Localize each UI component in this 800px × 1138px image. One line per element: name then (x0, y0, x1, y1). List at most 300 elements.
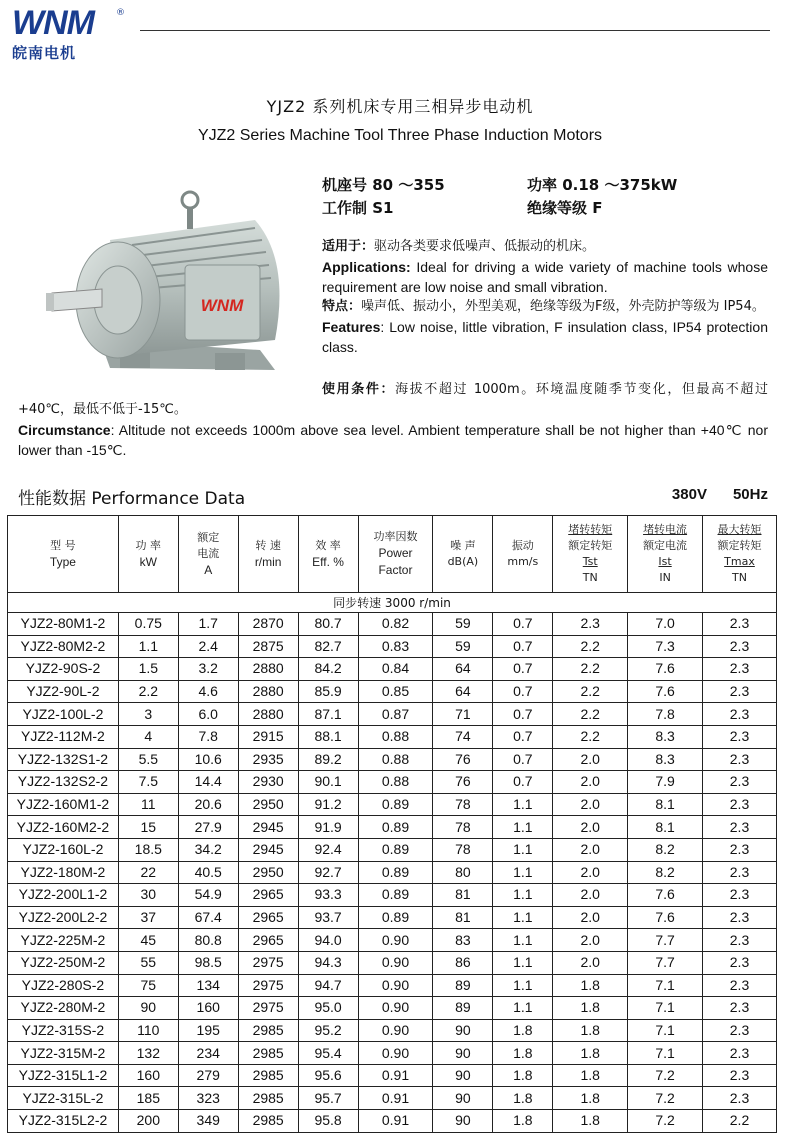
table-cell: 0.7 (493, 680, 553, 703)
table-row (8, 951, 777, 974)
table-cell: 0.89 (358, 906, 433, 929)
table-cell: 1.8 (553, 1087, 628, 1110)
table-cell: 89.2 (298, 748, 358, 771)
table-cell: 74 (433, 725, 493, 748)
table-row (8, 1087, 777, 1110)
table-cell: 2880 (238, 658, 298, 681)
table-cell: 2.3 (703, 1019, 777, 1042)
circumstance-block (18, 380, 768, 460)
table-row (8, 974, 777, 997)
table-cell: 0.7 (493, 635, 553, 658)
table-cell: 2.0 (553, 951, 628, 974)
applications-en-text: Ideal for driving a wide variety of machine tools whose requirement are low noise and small vibration. (322, 259, 768, 295)
table-cell: 78 (433, 816, 493, 839)
table-cell: 0.75 (118, 613, 178, 636)
table-cell: 2985 (238, 1064, 298, 1087)
table-cell: 2.0 (553, 884, 628, 907)
table-cell: 55 (118, 951, 178, 974)
table-cell: 85.9 (298, 680, 358, 703)
table-cell: 45 (118, 929, 178, 952)
table-cell: 2880 (238, 680, 298, 703)
table-cell: 87.1 (298, 703, 358, 726)
table-cell: 7.8 (178, 725, 238, 748)
spec-frame: 机座号 80 ～355 (322, 176, 445, 194)
table-cell: 2.3 (703, 748, 777, 771)
table-cell: 7.9 (628, 771, 703, 794)
table-cell: 0.88 (358, 725, 433, 748)
features-en (322, 317, 768, 357)
table-cell: 2.2 (553, 635, 628, 658)
table-cell: 7.8 (628, 703, 703, 726)
table-cell: 8.1 (628, 793, 703, 816)
table-cell: 2.0 (553, 793, 628, 816)
table-cell: YJZ2-132S2-2 (8, 771, 119, 794)
table-row (8, 884, 777, 907)
table-cell: 91.9 (298, 816, 358, 839)
header-rule (140, 30, 770, 31)
table-cell: 1.8 (553, 974, 628, 997)
table-cell: 2965 (238, 906, 298, 929)
table-cell: 8.2 (628, 861, 703, 884)
conditions-cn-text: 海拔不超过 1000m。环境温度随季节变化，但最高不超过+40℃，最低不低于-15℃。 (18, 382, 768, 417)
col-noise: 噪 声 dB(A) (433, 516, 493, 593)
table-cell: 1.1 (493, 906, 553, 929)
table-cell: 2.3 (703, 725, 777, 748)
table-cell: YJZ2-90S-2 (8, 658, 119, 681)
table-cell: 82.7 (298, 635, 358, 658)
table-cell: 185 (118, 1087, 178, 1110)
table-cell: 93.7 (298, 906, 358, 929)
table-cell: 95.8 (298, 1110, 358, 1133)
spec-power: 功率 0.18 ～375kW (527, 176, 678, 194)
table-row (8, 748, 777, 771)
table-cell: 1.8 (493, 1110, 553, 1133)
table-cell: 98.5 (178, 951, 238, 974)
table-cell: 110 (118, 1019, 178, 1042)
table-cell: 10.6 (178, 748, 238, 771)
table-cell: 2965 (238, 929, 298, 952)
table-cell: 1.1 (493, 838, 553, 861)
table-cell: 1.8 (493, 1019, 553, 1042)
table-cell: YJZ2-112M-2 (8, 725, 119, 748)
table-cell: 349 (178, 1110, 238, 1133)
table-cell: 80 (433, 861, 493, 884)
table-cell: 0.87 (358, 703, 433, 726)
table-row (8, 793, 777, 816)
table-row (8, 1064, 777, 1087)
table-cell: 0.89 (358, 861, 433, 884)
table-row (8, 613, 777, 636)
features-cn-text: 噪声低、振动小，外型美观，绝缘等级为F级，外壳防护等级为 IP54。 (361, 299, 765, 314)
table-cell: 3.2 (178, 658, 238, 681)
table-row (8, 703, 777, 726)
col-vibration: 振动 mm/s (493, 516, 553, 593)
table-cell: 22 (118, 861, 178, 884)
table-cell: 2.2 (553, 658, 628, 681)
table-cell: 1.1 (493, 951, 553, 974)
table-cell: 2950 (238, 793, 298, 816)
table-cell: 1.8 (553, 1019, 628, 1042)
brand-logo (12, 6, 132, 66)
table-cell: 132 (118, 1042, 178, 1065)
circumstance-en (18, 420, 768, 460)
col-efficiency: 效 率 Eff. % (298, 516, 358, 593)
table-cell: 2870 (238, 613, 298, 636)
table-cell: 75 (118, 974, 178, 997)
table-cell: YJZ2-200L1-2 (8, 884, 119, 907)
table-cell: 0.91 (358, 1110, 433, 1133)
registered-mark: ® (116, 8, 125, 18)
table-cell: 1.1 (493, 861, 553, 884)
table-cell: 2.3 (703, 793, 777, 816)
table-cell: 2.2 (703, 1110, 777, 1133)
table-cell: YJZ2-132S1-2 (8, 748, 119, 771)
table-cell: 2.3 (553, 613, 628, 636)
table-cell: 34.2 (178, 838, 238, 861)
table-cell: 1.5 (118, 658, 178, 681)
table-cell: 94.3 (298, 951, 358, 974)
table-cell: 200 (118, 1110, 178, 1133)
table-cell: 2.2 (118, 680, 178, 703)
table-cell: 81 (433, 884, 493, 907)
table-cell: 76 (433, 748, 493, 771)
table-cell: 0.7 (493, 658, 553, 681)
table-cell: 0.88 (358, 771, 433, 794)
table-cell: 2.3 (703, 680, 777, 703)
table-cell: 7.1 (628, 997, 703, 1020)
table-cell: 86 (433, 951, 493, 974)
table-cell: 88.1 (298, 725, 358, 748)
table-cell: YJZ2-180M-2 (8, 861, 119, 884)
table-cell: 2.0 (553, 906, 628, 929)
table-cell: 2.2 (553, 680, 628, 703)
table-cell: 2.3 (703, 635, 777, 658)
table-cell: 2.3 (703, 838, 777, 861)
table-cell: 7.6 (628, 906, 703, 929)
table-cell: 2.0 (553, 748, 628, 771)
table-cell: YJZ2-100L-2 (8, 703, 119, 726)
table-cell: 0.7 (493, 771, 553, 794)
table-cell: YJZ2-315M-2 (8, 1042, 119, 1065)
table-cell: 2.3 (703, 861, 777, 884)
table-cell: 0.89 (358, 816, 433, 839)
table-cell: YJZ2-80M1-2 (8, 613, 119, 636)
table-row (8, 816, 777, 839)
table-cell: 1.1 (493, 929, 553, 952)
table-cell: YJZ2-315L-2 (8, 1087, 119, 1110)
table-cell: 2.3 (703, 997, 777, 1020)
table-cell: YJZ2-80M2-2 (8, 635, 119, 658)
table-cell: 2875 (238, 635, 298, 658)
table-cell: 1.8 (493, 1042, 553, 1065)
table-cell: 6.0 (178, 703, 238, 726)
table-cell: 2.3 (703, 816, 777, 839)
table-cell: 90.1 (298, 771, 358, 794)
table-cell: 59 (433, 613, 493, 636)
table-cell: 1.1 (493, 884, 553, 907)
spec-duty: 工作制 S1 (322, 199, 394, 217)
table-cell: 2.3 (703, 613, 777, 636)
table-row (8, 1042, 777, 1065)
table-cell: YJZ2-160M1-2 (8, 793, 119, 816)
table-cell: YJZ2-250M-2 (8, 951, 119, 974)
table-cell: 1.1 (493, 997, 553, 1020)
table-cell: 2.4 (178, 635, 238, 658)
table-cell: 2.3 (703, 929, 777, 952)
table-cell: 2985 (238, 1087, 298, 1110)
table-cell: 54.9 (178, 884, 238, 907)
table-row (8, 861, 777, 884)
table-cell: 1.8 (493, 1087, 553, 1110)
table-cell: 2.2 (553, 725, 628, 748)
table-cell: 64 (433, 680, 493, 703)
table-cell: 160 (118, 1064, 178, 1087)
table-cell: 7.1 (628, 1019, 703, 1042)
col-locked-torque: 堵转转矩 额定转矩 Tst TN (553, 516, 628, 593)
applications-cn (322, 237, 768, 257)
table-cell: 7.2 (628, 1110, 703, 1133)
table-cell: 2.0 (553, 771, 628, 794)
table-cell: 92.7 (298, 861, 358, 884)
table-cell: 27.9 (178, 816, 238, 839)
col-current: 额定 电流 A (178, 516, 238, 593)
table-cell: 2.3 (703, 771, 777, 794)
table-cell: 1.8 (553, 1110, 628, 1133)
table-cell: 1.8 (553, 1064, 628, 1087)
table-cell: 7.6 (628, 680, 703, 703)
table-cell: 1.8 (553, 997, 628, 1020)
col-locked-current: 堵转电流 额定电流 Ist IN (628, 516, 703, 593)
table-cell: 0.7 (493, 703, 553, 726)
table-cell: 2.3 (703, 951, 777, 974)
table-cell: 7.1 (628, 1042, 703, 1065)
performance-title: 性能数据 Performance Data (18, 489, 246, 509)
description-block (322, 237, 768, 357)
table-cell: 2.0 (553, 816, 628, 839)
table-cell: 0.91 (358, 1087, 433, 1110)
table-cell: 5.5 (118, 748, 178, 771)
col-speed: 转 速 r/min (238, 516, 298, 593)
circumstance-en-label: Circumstance (18, 422, 111, 438)
table-cell: 90 (433, 1019, 493, 1042)
features-en-text: : Low noise, little vibration, F insulation class, IP54 protection class. (322, 319, 768, 355)
col-type: 型 号 Type (8, 516, 119, 593)
table-cell: 2975 (238, 951, 298, 974)
table-cell: 134 (178, 974, 238, 997)
features-en-label: Features (322, 319, 381, 335)
table-row (8, 635, 777, 658)
table-cell: YJZ2-280M-2 (8, 997, 119, 1020)
table-cell: 1.1 (493, 816, 553, 839)
table-cell: 20.6 (178, 793, 238, 816)
table-row (8, 658, 777, 681)
col-max-torque: 最大转矩 额定转矩 Tmax TN (703, 516, 777, 593)
col-power: 功 率 kW (118, 516, 178, 593)
table-cell: 2.3 (703, 906, 777, 929)
table-cell: YJZ2-315L1-2 (8, 1064, 119, 1087)
table-cell: 37 (118, 906, 178, 929)
table-cell: 195 (178, 1019, 238, 1042)
applications-cn-label: 适用于： (322, 239, 375, 254)
table-cell: 2.3 (703, 1087, 777, 1110)
table-cell: 0.89 (358, 838, 433, 861)
supply-rating (672, 486, 768, 503)
col-power-factor: 功率因数 Power Factor (358, 516, 433, 593)
table-cell: 7.5 (118, 771, 178, 794)
table-cell: 0.90 (358, 1019, 433, 1042)
table-cell: 0.90 (358, 1042, 433, 1065)
conditions-cn-label: 使用条件： (322, 382, 396, 397)
table-cell: 76 (433, 771, 493, 794)
table-cell: 81 (433, 906, 493, 929)
table-cell: 2880 (238, 703, 298, 726)
table-cell: 2.0 (553, 929, 628, 952)
table-cell: 0.83 (358, 635, 433, 658)
table-cell: 2945 (238, 838, 298, 861)
table-row (8, 1110, 777, 1133)
table-cell: 4 (118, 725, 178, 748)
table-cell: YJZ2-160L-2 (8, 838, 119, 861)
table-cell: 64 (433, 658, 493, 681)
table-cell: 14.4 (178, 771, 238, 794)
table-cell: 1.7 (178, 613, 238, 636)
table-row (8, 725, 777, 748)
table-row (8, 680, 777, 703)
table-cell: 90 (433, 1110, 493, 1133)
table-cell: YJZ2-315L2-2 (8, 1110, 119, 1133)
table-cell: 0.7 (493, 725, 553, 748)
table-cell: 160 (178, 997, 238, 1020)
table-cell: 0.84 (358, 658, 433, 681)
table-cell: 2.3 (703, 703, 777, 726)
table-cell: 40.5 (178, 861, 238, 884)
table-cell: 8.1 (628, 816, 703, 839)
table-cell: 0.88 (358, 748, 433, 771)
table-cell: 1.8 (553, 1042, 628, 1065)
table-cell: 7.0 (628, 613, 703, 636)
table-cell: 95.7 (298, 1087, 358, 1110)
page-title-cn: YJZ2 系列机床专用三相异步电动机 (266, 97, 534, 116)
table-cell: 0.90 (358, 997, 433, 1020)
table-cell: 80.8 (178, 929, 238, 952)
features-cn-label: 特点： (322, 299, 362, 314)
table-cell: 2.0 (553, 838, 628, 861)
table-cell: 7.6 (628, 884, 703, 907)
voltage: 380V (671, 486, 707, 503)
table-cell: 2975 (238, 974, 298, 997)
table-row (8, 771, 777, 794)
table-cell: 95.2 (298, 1019, 358, 1042)
table-cell: 94.7 (298, 974, 358, 997)
table-cell: 0.90 (358, 974, 433, 997)
table-cell: 2.3 (703, 1042, 777, 1065)
table-cell: 90 (433, 1042, 493, 1065)
table-cell: 7.7 (628, 929, 703, 952)
table-cell: 90 (433, 1064, 493, 1087)
table-row (8, 1019, 777, 1042)
table-cell: 8.2 (628, 838, 703, 861)
applications-cn-text: 驱动各类要求低噪声、低振动的机床。 (374, 239, 596, 254)
table-cell: 7.1 (628, 974, 703, 997)
table-cell: 11 (118, 793, 178, 816)
table-cell: YJZ2-315S-2 (8, 1019, 119, 1042)
table-cell: 59 (433, 635, 493, 658)
table-cell: 95.6 (298, 1064, 358, 1087)
table-row (8, 906, 777, 929)
table-cell: 2.2 (553, 703, 628, 726)
table-cell: 71 (433, 703, 493, 726)
table-cell: 7.2 (628, 1064, 703, 1087)
table-cell: 2930 (238, 771, 298, 794)
table-cell: 2975 (238, 997, 298, 1020)
table-cell: 2935 (238, 748, 298, 771)
table-cell: 92.4 (298, 838, 358, 861)
table-cell: 2.3 (703, 884, 777, 907)
table-cell: 30 (118, 884, 178, 907)
table-cell: 78 (433, 838, 493, 861)
table-cell: 323 (178, 1087, 238, 1110)
table-cell: 2985 (238, 1019, 298, 1042)
table-cell: 95.4 (298, 1042, 358, 1065)
table-header-row (8, 516, 777, 593)
table-cell: 0.7 (493, 613, 553, 636)
table-cell: 0.82 (358, 613, 433, 636)
table-cell: 89 (433, 974, 493, 997)
applications-en (322, 257, 768, 297)
table-cell: 1.8 (493, 1064, 553, 1087)
table-cell: 89 (433, 997, 493, 1020)
table-cell: 0.90 (358, 951, 433, 974)
table-cell: 2985 (238, 1042, 298, 1065)
table-row (8, 838, 777, 861)
page-title-en: YJZ2 Series Machine Tool Three Phase Induction Motors (197, 127, 603, 144)
motor-illustration (40, 190, 310, 390)
table-cell: 2915 (238, 725, 298, 748)
table-cell: 8.3 (628, 725, 703, 748)
table-cell: 1.1 (118, 635, 178, 658)
logo-mark: WNM (12, 4, 94, 42)
table-cell: YJZ2-160M2-2 (8, 816, 119, 839)
table-cell: 93.3 (298, 884, 358, 907)
table-cell: 2.3 (703, 974, 777, 997)
table-cell: 0.7 (493, 748, 553, 771)
table-cell: 0.91 (358, 1064, 433, 1087)
table-cell: 2.3 (703, 658, 777, 681)
table-cell: 0.85 (358, 680, 433, 703)
table-cell: YJZ2-200L2-2 (8, 906, 119, 929)
sync-speed-row (8, 593, 777, 613)
table-cell: 84.2 (298, 658, 358, 681)
table-cell: 2.0 (553, 861, 628, 884)
table-cell: 1.1 (493, 974, 553, 997)
table-cell: 18.5 (118, 838, 178, 861)
table-cell: 95.0 (298, 997, 358, 1020)
table-cell: 234 (178, 1042, 238, 1065)
table-cell: 7.2 (628, 1087, 703, 1110)
applications-en-label: Applications: (322, 259, 411, 275)
table-cell: 90 (433, 1087, 493, 1110)
table-row (8, 929, 777, 952)
table-cell: 7.3 (628, 635, 703, 658)
table-cell: 67.4 (178, 906, 238, 929)
table-cell: 78 (433, 793, 493, 816)
table-row (8, 997, 777, 1020)
table-cell: 90 (118, 997, 178, 1020)
table-cell: 1.1 (493, 793, 553, 816)
sync-speed-label: 同步转速 3000 r/min (8, 593, 777, 613)
table-cell: 15 (118, 816, 178, 839)
table-cell: YJZ2-280S-2 (8, 974, 119, 997)
